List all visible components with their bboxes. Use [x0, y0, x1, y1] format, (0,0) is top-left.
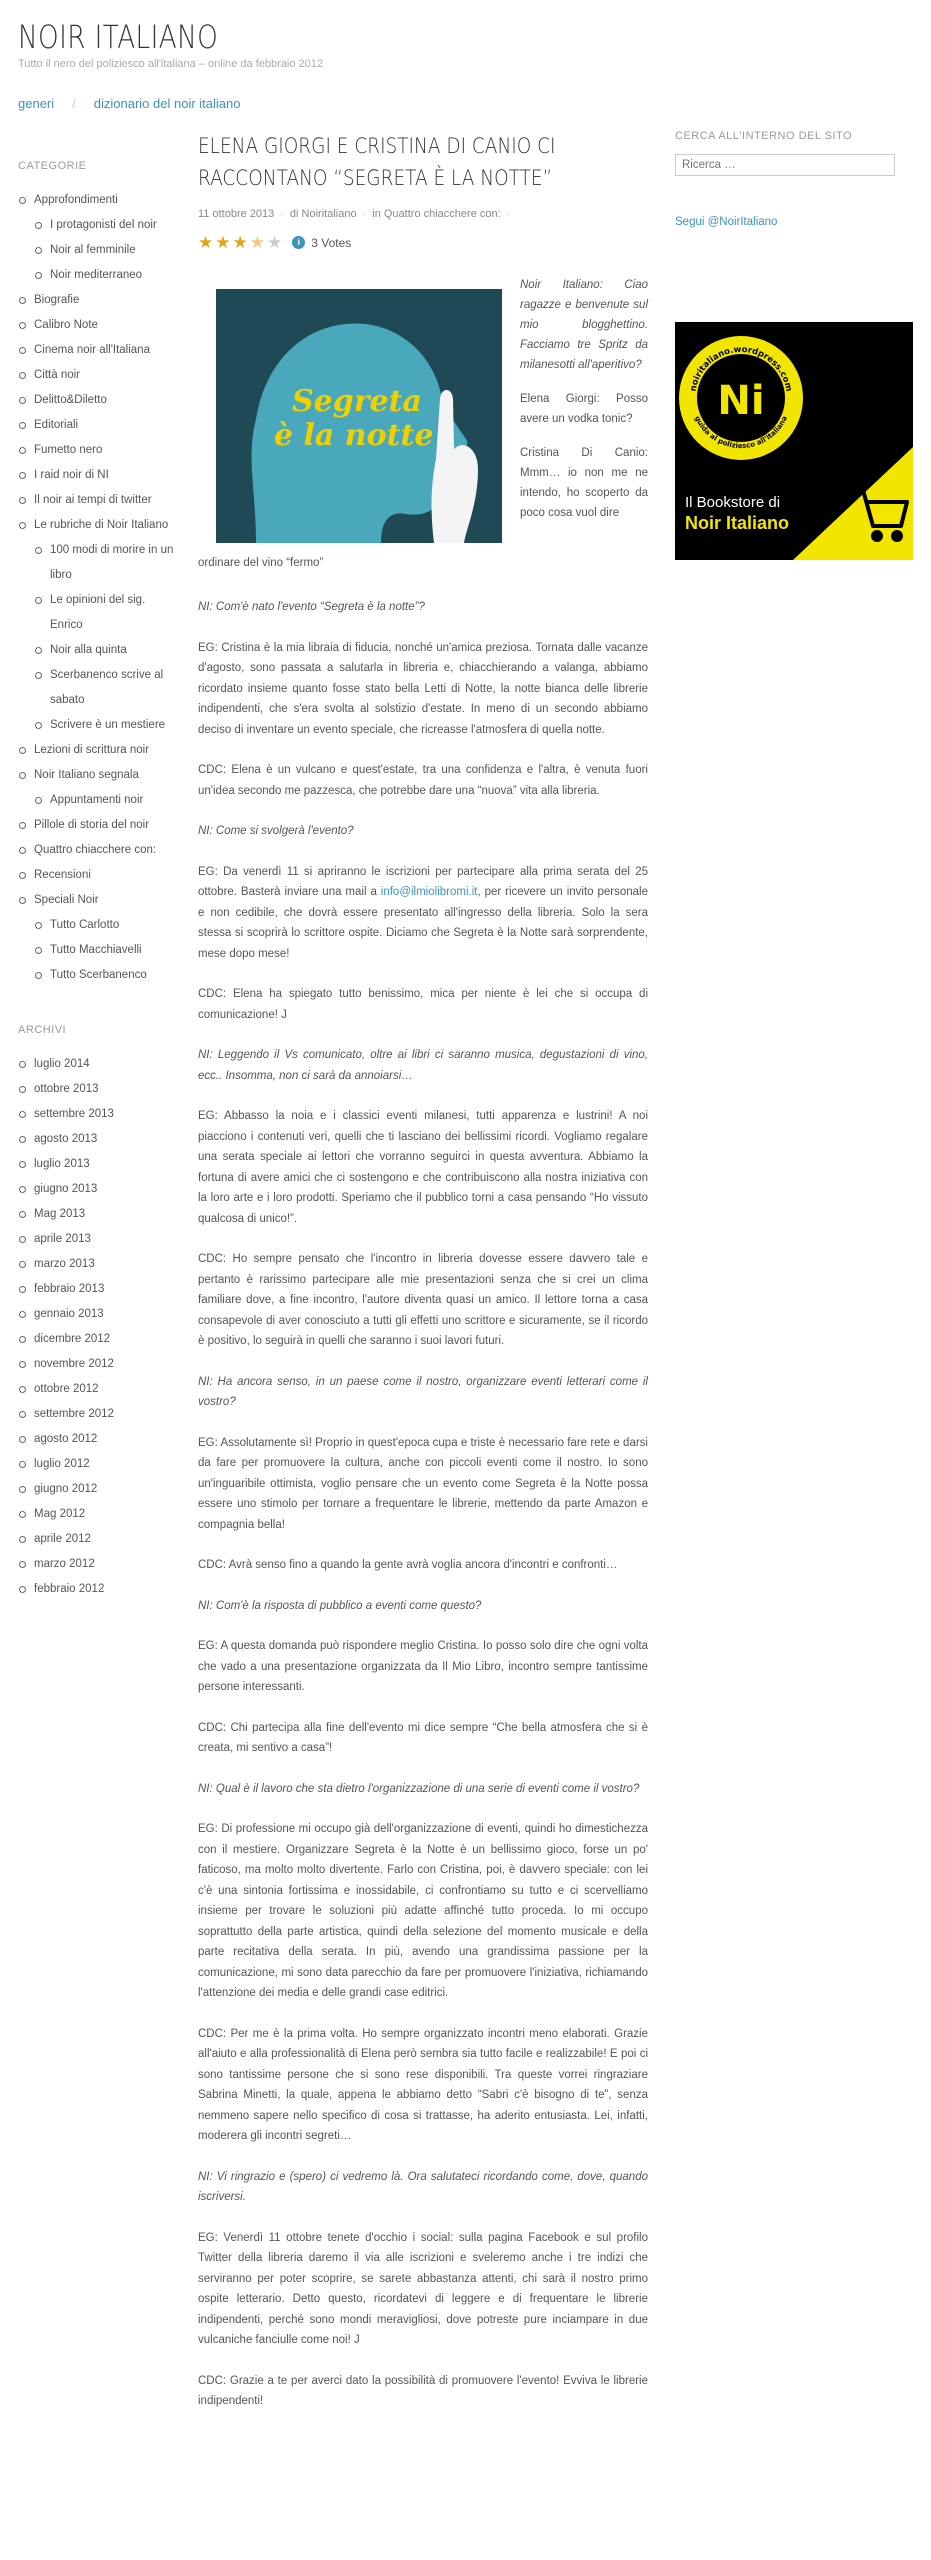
site-title[interactable]: NOIR ITALIANO	[18, 18, 219, 56]
archive-link[interactable]: Mag 2013	[34, 1208, 86, 1220]
interview-question: NI: Come si svolgerà l'evento?	[198, 825, 354, 837]
archive-item	[18, 1252, 178, 1277]
category-link[interactable]: Recensioni	[34, 869, 91, 881]
site-description: Tutto il nero del poliziesco all'italiana – online da febbraio 2012	[18, 58, 324, 70]
interview-answer: CDC: Elena è un vulcano e quest'estate, tra una confidenza e l'altra, è venuta fuori un'idea secondo me pazzesca, che potrebbe dare una “nuova” vita alla libreria.	[198, 764, 648, 797]
interview-answer	[198, 862, 648, 965]
category-link[interactable]: I raid noir di NI	[34, 469, 109, 481]
interview-answer: CDC: Chi partecipa alla fine dell'evento mi dice sempre “Che bella atmosfera che si è creata, mi sentivo a casa”!	[198, 1721, 648, 1754]
post-category[interactable]: Quattro chiacchere con:	[383, 208, 501, 220]
archive-item	[18, 1077, 178, 1102]
category-link[interactable]: Pillole di storia del noir	[34, 819, 150, 831]
category-link[interactable]: Le opinioni del sig. Enrico	[50, 594, 146, 631]
site-header	[18, 18, 323, 70]
paragraph-text: , per ricevere un invito personale e non cedibile, che dovrà essere presentato all'ingresso della libreria. Solo la sera stessa si scoprirà lo scrittore ospite. Diciamo che Segreta è la Notte sarà sorprendente, mese dopo mese!	[198, 886, 648, 960]
category-item	[18, 538, 178, 588]
intro-answer-eg: Elena Giorgi: Posso avere un vodka tonic?	[520, 393, 648, 425]
category-link[interactable]: Il noir ai tempi di twitter	[34, 494, 152, 506]
email-link[interactable]: info@ilmiolibromi.it	[380, 886, 478, 898]
archive-link[interactable]: agosto 2013	[34, 1133, 98, 1145]
paragraph-text: EG: Da venerdì 11 si apriranno le iscrizioni per partecipare alla prima serata del 25 ottobre. Basterà inviare una mail a	[198, 865, 648, 898]
categories-list	[18, 188, 178, 988]
post-intro	[198, 275, 648, 575]
votes-count: 3 Votes	[311, 235, 352, 250]
featured-image	[216, 289, 502, 543]
category-item	[18, 788, 178, 813]
nav-item-generi[interactable]: generi	[18, 96, 55, 111]
archive-item	[18, 1552, 178, 1577]
archive-item	[18, 1427, 178, 1452]
post-body	[198, 597, 648, 2412]
badge-ring-top: noiritaliano.wordpress.com	[688, 344, 794, 393]
category-link[interactable]: Noir mediterraneo	[50, 269, 143, 281]
category-item	[18, 288, 178, 313]
archive-link[interactable]: febbraio 2012	[34, 1583, 105, 1595]
interview-answer: CDC: Grazie a te per averci dato la possibilità di promuovere l'evento! Evviva le librerie indipendenti!	[198, 2374, 648, 2407]
category-item	[18, 813, 178, 838]
category-item	[18, 838, 178, 863]
right-sidebar	[675, 130, 905, 533]
category-item	[18, 463, 178, 488]
intro-answer-cdc: Cristina Di Canio: Mmm… io non me ne intendo, ho scoperto da poco cosa vuol dire	[520, 447, 648, 519]
intro-text	[520, 275, 648, 537]
star-icon[interactable]: ★	[232, 233, 248, 252]
archive-link[interactable]: luglio 2012	[34, 1458, 90, 1470]
archive-link[interactable]: luglio 2014	[34, 1058, 90, 1070]
post-date[interactable]: 11 ottobre 2013	[198, 208, 275, 220]
archive-item	[18, 1377, 178, 1402]
interview-question: NI: Ha ancora senso, in un paese come il nostro, organizzare eventi letterari come il vostro?	[198, 1375, 648, 1408]
empty-star-icon[interactable]: ★	[267, 233, 283, 252]
category-item	[18, 513, 178, 538]
category-item	[18, 313, 178, 338]
category-link[interactable]: Speciali Noir	[34, 894, 99, 906]
archive-link[interactable]: dicembre 2012	[34, 1333, 111, 1345]
category-link[interactable]: Appuntamenti noir	[50, 794, 144, 806]
archive-link[interactable]: aprile 2012	[34, 1533, 91, 1545]
interview-question: NI: Qual è il lavoro che sta dietro l'organizzazione di una serie di eventi come il vostro?	[198, 1782, 640, 1795]
category-link[interactable]: Città noir	[34, 369, 81, 381]
category-link[interactable]: Fumetto nero	[34, 444, 103, 456]
category-item	[18, 713, 178, 738]
image-title-line2: è la notte	[274, 418, 434, 453]
badge-ni-text: Ni	[717, 378, 765, 424]
category-item	[18, 238, 178, 263]
category-item	[18, 888, 178, 913]
category-link[interactable]: Le rubriche di Noir Italiano	[34, 519, 169, 531]
category-link[interactable]: Noir al femminile	[50, 244, 136, 256]
category-item	[18, 763, 178, 788]
intro-question: Noir Italiano: Ciao ragazze e benvenute sul mio blogghettino. Facciamo tre Spritz da milanesotti all'aperitivo?	[520, 279, 648, 371]
category-item	[18, 338, 178, 363]
category-link[interactable]: Tutto Carlotto	[50, 919, 120, 931]
post-author[interactable]: Noiritaliano	[301, 208, 357, 220]
interview-question: NI: Com'è la risposta di pubblico a eventi come questo?	[198, 1599, 482, 1612]
category-item	[18, 663, 178, 713]
archive-item	[18, 1052, 178, 1077]
interview-answer: CDC: Ho sempre pensato che l'incontro in libreria dovesse essere davvero tale e pertanto è rarissimo partecipare alle mie presentazioni senza che si crei un clima familiare dove, a fine incontro, l'autore diventa quasi un amico. Il lettore torna a casa consapevole di aver conosciuto a tutti gli effetti uno scrittore e sicuramente, se il ricordo è positivo, lo seguirà in quelli che saranno i suoi lavori futuri.	[198, 1253, 648, 1347]
meta-in: in	[372, 208, 381, 220]
category-item	[18, 263, 178, 288]
category-link[interactable]: Biografie	[34, 294, 80, 306]
category-item	[18, 413, 178, 438]
meta-by: di	[289, 208, 299, 220]
archive-item	[18, 1402, 178, 1427]
archive-item	[18, 1127, 178, 1152]
category-item	[18, 488, 178, 513]
left-sidebar	[18, 160, 178, 1602]
archive-link[interactable]: aprile 2013	[34, 1233, 91, 1245]
bookstore-line1: Il Bookstore di	[685, 494, 781, 511]
archive-link[interactable]: ottobre 2013	[34, 1083, 99, 1095]
archive-link[interactable]: marzo 2012	[34, 1558, 95, 1570]
archive-link[interactable]: luglio 2013	[34, 1158, 90, 1170]
archive-link[interactable]: gennaio 2013	[34, 1308, 104, 1320]
interview-question: NI: Vi ringrazio e (spero) ci vedremo là. Ora salutateci ricordando come, dove, quando iscriversi.	[198, 2170, 648, 2203]
interview-answer: EG: A questa domanda può rispondere meglio Cristina. Io posso solo dire che ogni volta che vado a una presentazione organizzata da Il Mio Libro, incontro sempre tantissime persone interessanti.	[198, 1640, 648, 1693]
nav-separator: /	[72, 96, 76, 111]
archive-link[interactable]: Mag 2012	[34, 1508, 86, 1520]
archive-item	[18, 1452, 178, 1477]
interview-question: NI: Leggendo il Vs comunicato, oltre ai libri ci saranno musica, degustazioni di vino, ecc.. Insomma, non ci sarà da annoiarsi…	[198, 1049, 648, 1082]
categories-title: CATEGORIE	[18, 160, 87, 172]
category-link[interactable]: Cinema noir all'Italiana	[34, 344, 150, 356]
archive-link[interactable]: ottobre 2012	[34, 1383, 99, 1395]
archive-link[interactable]: novembre 2012	[34, 1358, 114, 1370]
archive-item	[18, 1277, 178, 1302]
interview-answer: EG: Cristina è la mia libraia di fiducia, nonché un'amica preziosa. Tornata dalle vacanze d'agosto, sono passata a salutarla in libreria e, chiacchierando a valanga, abbiamo ricordato insieme quanto fosse stato bella Letti di Notte, la notte bianca delle librerie indipendenti, che s'era svolta al solstizio d'estate. In meno di un secondo abbiamo deciso di inventare un evento speciale, che ricreasse l'atmosfera di quella notte.	[198, 641, 648, 736]
category-link[interactable]: Editoriali	[34, 419, 79, 431]
top-navigation	[18, 96, 240, 111]
category-link[interactable]: 100 modi di morire in un libro	[50, 544, 174, 581]
post-content	[198, 130, 648, 2432]
archive-link[interactable]: giugno 2012	[34, 1483, 98, 1495]
archive-item	[18, 1577, 178, 1602]
post-title[interactable]: ELENA GIORGI E CRISTINA DI CANIO CI RACCONTANO “SEGRETA È LA NOTTE”	[198, 134, 556, 190]
archive-item	[18, 1352, 178, 1377]
archive-link[interactable]: marzo 2013	[34, 1258, 95, 1270]
category-link[interactable]: Scerbanenco scrive al sabato	[50, 669, 164, 706]
category-item	[18, 438, 178, 463]
category-link[interactable]: Noir alla quinta	[50, 644, 127, 656]
interview-answer: EG: Assolutamente sì! Proprio in quest'epoca cupa e triste è necessario fare rete e darsi da fare per promuovere la cultura, anche con piccoli eventi come il nostro. Io sono un'inguaribile ottimista, voglio pensare che un evento come Segreta è la Notte possa essere uno stimolo per tornare a frequentare le librerie, mettendo da parte Amazon e compagnia bella!	[198, 1436, 648, 1531]
category-link[interactable]: Tutto Scerbanenco	[50, 969, 147, 981]
archive-item	[18, 1327, 178, 1352]
category-link[interactable]: Noir Italiano segnala	[34, 769, 139, 781]
category-item	[18, 213, 178, 238]
half-star-icon[interactable]: ★	[249, 233, 265, 252]
archive-link[interactable]: febbraio 2013	[34, 1283, 105, 1295]
archive-item	[18, 1502, 178, 1527]
category-link[interactable]: Approfondimenti	[34, 194, 118, 206]
category-link[interactable]: Delitto&Diletto	[34, 394, 107, 406]
category-item	[18, 913, 178, 938]
interview-question: NI: Com'è nato l'evento “Segreta è la notte”?	[198, 601, 425, 613]
archive-link[interactable]: agosto 2012	[34, 1433, 98, 1445]
archive-item	[18, 1302, 178, 1327]
interview-answer: CDC: Avrà senso fino a quando la gente avrà voglia ancora d'incontri e confronti…	[198, 1559, 618, 1571]
category-item	[18, 188, 178, 213]
archive-item	[18, 1177, 178, 1202]
interview-answer: EG: Venerdì 11 ottobre tenete d'occhio i social: sulla pagina Facebook e sul profilo Twitter della libreria daremo il via alle iscrizioni e sveleremo anche i tre indizi che serviranno per poter scoprire, se sarete abbastanza attenti, chi sarà il nostro primo ospite letterario. Detto questo, ricordatevi di leggere e di frequentare le librerie indipendenti, perché sono mondi meravigliosi, dove potreste pure inciampare in due vulcaniche fanciulle come noi! J	[198, 2231, 648, 2346]
category-link[interactable]: Calibro Note	[34, 319, 98, 331]
category-item	[18, 388, 178, 413]
category-item	[18, 963, 178, 988]
bookstore-banner-graphic	[675, 322, 913, 560]
category-item	[18, 363, 178, 388]
interview-answer: EG: Abbasso la noia e i classici eventi milanesi, tutti apparenza e lustrini! A noi piacciono i contenuti veri, quelli che ti lasciano dei bellissimi ricordi. Vogliamo regalare una serata speciale ai lettori che vorranno seguirci in questa avventura. Abbiamo la fortuna di avere amici che ci sostengono e che contribuiscono alla nostra iniziativa con la loro arte e i loro prodotti. Speriamo che il pubblico torni a casa pensando “Ho vissuto qualcosa di unico!”.	[198, 1110, 648, 1225]
category-item	[18, 638, 178, 663]
twitter-follow-link[interactable]: Segui @NoirItaliano	[675, 216, 778, 228]
badge-ring-bottom: guida al poliziesco all'italiana	[693, 414, 789, 451]
post-meta: 11 ottobre 2013 · di Noiritaliano · in Quattro chiacchere con: ·	[198, 208, 511, 220]
archive-item	[18, 1202, 178, 1227]
image-title-line1: Segreta	[292, 384, 422, 419]
silhouette-illustration	[216, 289, 502, 543]
category-link[interactable]: Lezioni di scrittura noir	[34, 744, 150, 756]
search-input[interactable]	[675, 154, 895, 176]
archive-item	[18, 1527, 178, 1552]
archive-link[interactable]: settembre 2012	[34, 1408, 114, 1420]
star-icon[interactable]: ★	[215, 233, 231, 252]
category-item	[18, 588, 178, 638]
archive-list	[18, 1052, 178, 1602]
bookstore-line2: Noir Italiano	[685, 513, 790, 533]
bookstore-banner[interactable]	[675, 322, 913, 560]
interview-answer: EG: Di professione mi occupo già dell'organizzazione di eventi, quindi ho dimestichezza con il mestiere. Organizzare Segreta è la Notte è un bellissimo gioco, forse un po' faticoso, ma molto molto divertente. Farlo con Cristina, poi, è davvero speciale: con lei c'è una sintonia fortissima e inossidabile, ci confrontiamo su tutto e ci scervelliamo insieme per trovare le soluzioni più adatte affinché tutto proceda. Io mi occupo soprattutto della parte artistica, quindi della selezione del momento musicale e della parte recitativa della serata. In più, avendo una grandissima passione per la comunicazione, mi sono data parecchio da fare per promuovere l'iniziativa, richiamando l'attenzione dei media e delle grandi case editrici.	[198, 1823, 648, 1999]
search-title: CERCA ALL'INTERNO DEL SITO	[675, 130, 853, 142]
intro-tail: ordinare del vino “fermo”	[198, 557, 324, 569]
rating-widget	[198, 234, 648, 251]
archive-item	[18, 1152, 178, 1177]
interview-answer: CDC: Elena ha spiegato tutto benissimo, mica per niente è lei che si occupa di comunicazione! J	[198, 988, 648, 1021]
archive-link[interactable]: giugno 2013	[34, 1183, 98, 1195]
category-link[interactable]: Scrivere è un mestiere	[50, 719, 166, 731]
nav-item-dizionario[interactable]: dizionario del noir italiano	[93, 96, 241, 111]
archive-item	[18, 1227, 178, 1252]
category-link[interactable]: Quattro chiacchere con:	[34, 844, 157, 856]
info-icon[interactable]: i	[292, 236, 305, 249]
archive-title: ARCHIVI	[18, 1024, 67, 1036]
archive-item	[18, 1477, 178, 1502]
archive-link[interactable]: settembre 2013	[34, 1108, 114, 1120]
category-item	[18, 938, 178, 963]
interview-answer: CDC: Per me è la prima volta. Ho sempre organizzato incontri meno elaborati. Grazie all'aiuto e alla professionalità di Elena però sembra sia tutto facile e realizzabile! E poi ci sono tantissime persone che si sono rese disponibili. Tra queste vorrei ringraziare Sabrina Minetti, la quale, appena le abbiamo detto “Sabri c'è bisogno di te”, senza nemmeno sapere nello specifico di cosa si trattasse, ha aderito entusiasta. Lei, infatti, moderera gli incontri segreti…	[198, 2027, 648, 2142]
category-link[interactable]: I protagonisti del noir	[50, 219, 157, 231]
star-icon[interactable]: ★	[198, 233, 214, 252]
category-link[interactable]: Tutto Macchiavelli	[50, 944, 142, 956]
archive-item	[18, 1102, 178, 1127]
category-item	[18, 863, 178, 888]
category-item	[18, 738, 178, 763]
